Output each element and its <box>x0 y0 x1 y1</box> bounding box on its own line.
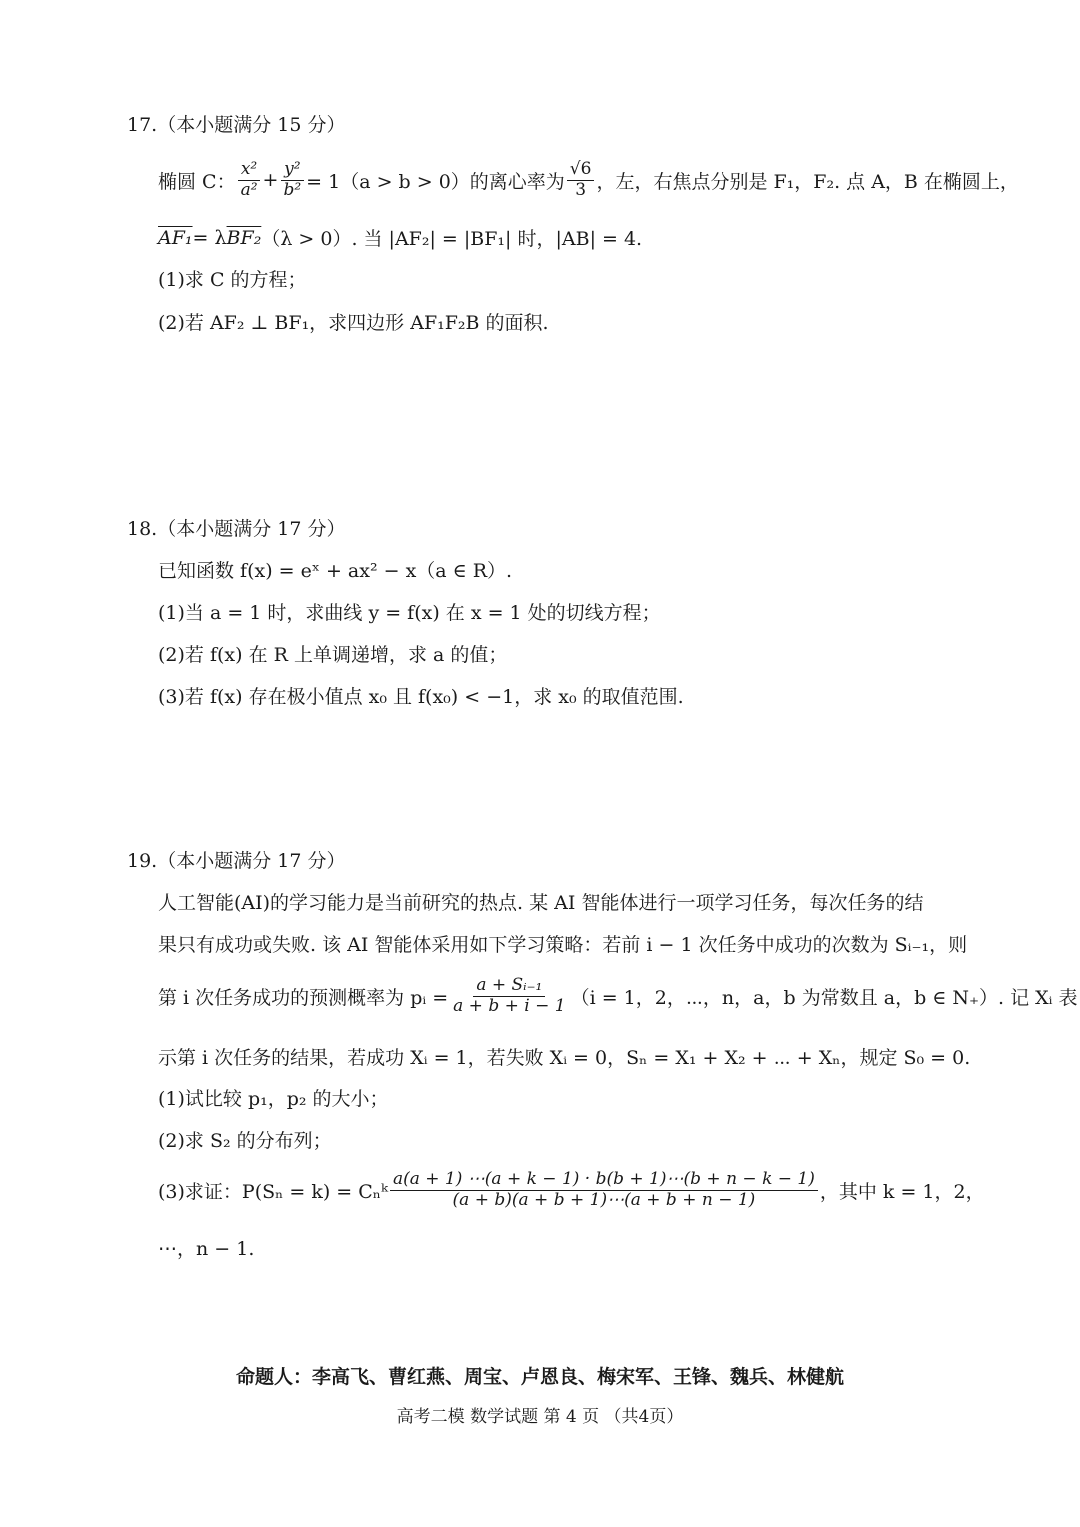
numerator: y² <box>281 160 303 181</box>
q18-part1: (1)当 a = 1 时，求曲线 y = f(x) 在 x = 1 处的切线方程； <box>158 602 661 624</box>
denominator: a² <box>240 179 258 200</box>
denominator: 3 <box>575 179 587 200</box>
q19-text: （i = 1，2，⋯，n，a，b 为常数且 a，b ∈ N₊）. 记 Xᵢ 表 <box>570 986 1078 1009</box>
q17-part2: (2)若 AF₂ ⊥ BF₁，求四边形 AF₁F₂B 的面积. <box>158 312 549 334</box>
q17-text: + <box>262 169 279 192</box>
fraction <box>567 160 595 200</box>
q17-text: = 1（a > b > 0）的离心率为 <box>306 170 565 193</box>
fraction <box>450 976 568 1016</box>
q19-text: 第 i 次任务成功的预测概率为 pᵢ = <box>158 986 449 1009</box>
q19-stem-line1: 人工智能(AI)的学习能力是当前研究的热点. 某 AI 智能体进行一项学习任务，每次任务的结 <box>158 892 924 914</box>
q19-part2: (2)求 S₂ 的分布列； <box>158 1130 332 1152</box>
q17-header: 17.（本小题满分 15 分） <box>127 114 346 136</box>
q19-header: 19.（本小题满分 17 分） <box>127 850 346 872</box>
fraction <box>390 1170 818 1210</box>
denominator: a + b + i − 1 <box>453 995 566 1016</box>
numerator: a + Sᵢ₋₁ <box>473 976 545 997</box>
vector-bf2: BF₂ <box>226 226 262 249</box>
numerator: a(a + 1) ⋯(a + k − 1) · b(b + 1)⋯(b + n − k − 1) <box>390 1170 818 1191</box>
fraction <box>238 160 261 200</box>
q17-stem-line2 <box>158 224 642 251</box>
fraction <box>280 160 304 200</box>
q19-part3 <box>158 1170 985 1210</box>
q17-part1: (1)求 C 的方程； <box>158 269 307 291</box>
q19-part3-cont: ⋯，n − 1. <box>158 1238 255 1260</box>
numerator: x² <box>238 160 260 181</box>
denominator: (a + b)(a + b + 1)⋯(a + b + n − 1) <box>452 1189 756 1210</box>
q19-stem-line4: 示第 i 次任务的结果，若成功 Xᵢ = 1，若失败 Xᵢ = 0，Sₙ = X₁ + X₂ + ⋯ + Xₙ，规定 S₀ = 0. <box>158 1047 971 1069</box>
q19-text: (3)求证：P(Sₙ = k) = Cₙᵏ <box>158 1180 388 1203</box>
footer-page-number: 高考二模 数学试题 第 4 页 （共4页） <box>396 1407 684 1427</box>
q18-part2: (2)若 f(x) 在 R 上单调递增，求 a 的值； <box>158 644 508 666</box>
q18-stem: 已知函数 f(x) = eˣ + ax² − x（a ∈ R）. <box>158 560 513 582</box>
q17-text: 椭圆 C： <box>158 170 236 193</box>
denominator: b² <box>283 179 302 200</box>
q19-stem-line3 <box>158 976 1078 1016</box>
numerator: √6 <box>567 160 595 181</box>
q18-header: 18.（本小题满分 17 分） <box>127 518 346 540</box>
q19-text: ，其中 k = 1，2， <box>819 1180 985 1203</box>
q17-text: = λ <box>192 226 227 249</box>
q19-part1: (1)试比较 p₁，p₂ 的大小； <box>158 1088 389 1110</box>
q17-text: （λ > 0）. 当 |AF₂| = |BF₁| 时，|AB| = 4. <box>261 228 643 250</box>
footer-authors: 命题人：李高飞、曹红燕、周宝、卢恩良、梅宋军、王锋、魏兵、林健航 <box>235 1366 844 1388</box>
q18-part3: (3)若 f(x) 存在极小值点 x₀ 且 f(x₀) < −1，求 x₀ 的取值范围. <box>158 686 684 708</box>
vector-af1: AF₁ <box>158 226 193 249</box>
q17-stem-line1 <box>158 160 1019 200</box>
q19-stem-line2: 果只有成功或失败. 该 AI 智能体采用如下学习策略：若前 i − 1 次任务中成功的次数为 Sᵢ₋₁，则 <box>158 934 968 956</box>
q17-text: ，左，右焦点分别是 F₁，F₂. 点 A，B 在椭圆上， <box>596 170 1019 193</box>
